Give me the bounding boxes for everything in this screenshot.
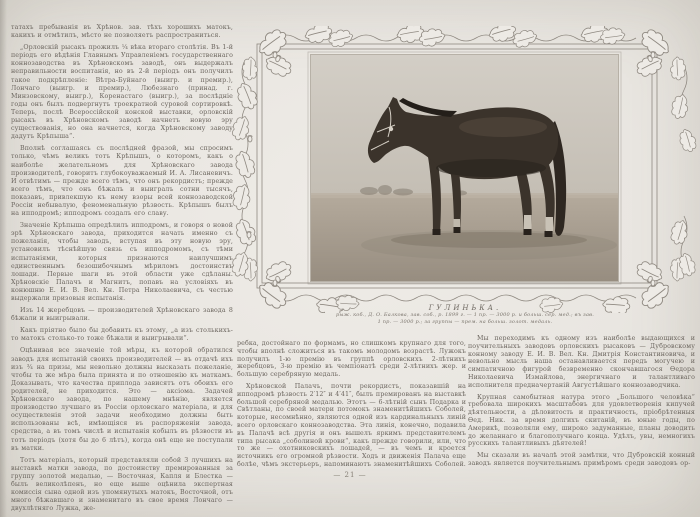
middle-text-column bbox=[237, 340, 466, 473]
horse-name-title: ГУЛИНЬКА. bbox=[428, 304, 502, 312]
paragraph: Оцѣнивая все значеніе той мѣры, къ которой обратился заводъ для испытаній своихъ производителей — въ отдачѣ ихъ изъ ¾ на призы, мы невольно должны высказать пожеланіе, чтобы та же мѣра была принята и по отношенію къ маткамъ. Доказывать, что качества приплода зависятъ отъ обоихъ его родителей, не приходится. Это — аксіома. Задачей Хрѣновскаго завода, по нашему мнѣнію, является производство лучшаго въ Россіи орловскаго матеріала, и для осуществленія этой задачи необходимо должны быть использованы всѣ, имѣющіяся въ распоряженіи завода, средства, а въ томъ числѣ и испытанія кобылъ въ рѣзвости въ тотъ періодъ (хотя бы до 6 лѣтъ), когда онѣ еще не поступали въ матки. bbox=[11, 347, 233, 452]
paragraph: Вполнѣ соглашаясь съ послѣдней фразой, мы спросимъ только, чѣмъ великъ тотъ Крѣпышъ, о которомъ, какъ о наиболѣе желательномъ для Хрѣновскаго завода производителѣ, говоритъ глубокоуважаемый И. А. Лисаневичъ. И отвѣтимъ — прежде всего тѣмъ, что онъ рекордистъ; прежде всего тѣмъ, что онъ бѣжалъ и выигралъ сотни тысячъ, показавъ, привлекшую къ нему взоры всей коннозаводской Россіи небывалую, феноменальную рѣзвость. Крѣпышъ былъ на ипподромѣ; ипподромъ создалъ его славу. bbox=[11, 145, 233, 218]
paragraph: Крупная самобытная натура этого „Большого человѣка“ требовала широкихъ масштабовъ для удовлетворенія кипучей дѣятельности, а дѣловитость и практичность, пріобрѣтенныя Ѳед. Ник. за время долгихъ скитаній, въ юные годы, по Америкѣ, позволяли ему, широко задуманные, планы доводить до желаннаго и благополучнаго конца. Удѣлъ, увы, немногихъ русскихъ талантливыхъ дѣятелей! bbox=[468, 393, 695, 448]
plate-caption bbox=[237, 304, 693, 325]
paragraph: татахъ пребыванія въ Хрѣнов. зав. тѣхъ хорошихъ матокъ, какихъ и отмѣтилъ, мѣсто не позволяетъ распространиться. bbox=[11, 24, 233, 40]
horse-photograph bbox=[311, 55, 618, 281]
paragraph: Значеніе Крѣпыша опредѣлилъ ипподромъ, и говоря о новой эрѣ Хрѣновскаго завода, приходится начать именно съ пожеланія, чтобы заводъ, вступая въ эту новую эру, установилъ тѣснѣйшую связь съ ипподромомъ, съ тѣми испытаніями, которыя признаются наилучшимъ единственнымъ безошибочнымъ мѣриломъ достоинствъ лошади. Первые шаги въ этой области уже сдѣланы. Хрѣновскіе Палачъ и Магнитъ, попавъ на условіяхъ въ конюшню Е. И. В. Вел. Кн. Петра Николаевича, съ честью выдержали призовыя испытанія. bbox=[11, 222, 233, 302]
halter-rosette bbox=[389, 127, 393, 131]
caption-line: рыж. коб., Д. О. Балкова, зав. соб., р. 1899 г. — 1 пр. — 3000 р. и больш. сер. мед.; въ зав. bbox=[335, 312, 595, 318]
paragraph: Тотъ матеріалъ, который представляли собой 3 лучшихъ на выставкѣ матки завода, по достоинству премированныя за группу золотой медалью, — Восточная, Капля и Блестка — былъ великолѣпенъ, но еще выше оцѣнила экспертная комиссія сына одной изъ упомянутыхъ матокъ, Восточной, отъ много бѣжавшаго и знаменитаго въ свое время Лончаго — двухлѣтняго Лужка, же- bbox=[11, 456, 233, 513]
paragraph: Хрѣновской Палачъ, почти рекордистъ, показавшій на ипподромѣ рѣзвость 2′12″ и 4′41″, былъ премированъ на выставкѣ большой серебряной медалью. Этотъ — 6-лѣтній сынъ Подарка и Свѣтланы, по своей матери потомокъ знаменитѣйшихъ Соболей, которые, несомнѣнно, являются одной изъ кардинальныхъ линій всего орловскаго коннозаводства. Эта линія, конечно, подавила въ Палачѣ всѣ другія и онъ вышелъ яркимъ представителемъ типа рысака „соболиной крови“, какъ прежде говорили, или, что то же — охотниковскихъ лошадей, — въ чемъ и кроется источникъ его огромной рѣзвости. Ходъ и движенія Палача еще болѣе, чѣмъ экстерьеръ, напоминаютъ знаменитѣйшихъ Соболей. bbox=[237, 382, 466, 468]
horse-plate bbox=[232, 26, 698, 313]
right-text-column bbox=[468, 335, 695, 472]
paragraph: Какъ пріятно было бы добавить къ этому, „а изъ столькихъ-то матокъ столько-то тоже бѣжали и выигрывали“. bbox=[11, 327, 233, 343]
paragraph: Изъ 14 жеребцовъ — производителей Хрѣновскаго завода 8 бѣжали и выигрывали. bbox=[11, 307, 233, 323]
page-number: — 21 — bbox=[333, 471, 367, 479]
caption-line: 1 пр. — 3000 р.; за группы — прем. на больш. золот. медаль. bbox=[377, 318, 553, 325]
paragraph: „Орловскій рысакъ прожилъ ¼ вѣка втораго столѣтія. Въ 1-й періодъ его вѣдѣнія Главнымъ Управленіемъ государственнаго коннозаводства въ Хрѣновскомъ заводѣ, онъ выдержалъ неправильности воспитанія, но въ 2-й періодъ онъ получилъ такое подкрѣпленіе: Вѣтра-Буйнаго (выигр. и премир.), Лончаго (выигр. и премир.), Любезнаго (принад. г. Минзовскому, выигр.), Коренастаго (выигр.), за послѣдніе годы онъ былъ подвергнутъ троекратной суровой сортировкѣ. Теперь, послѣ Всероссійской конской выставки, орловскій рысакъ въ Хрѣновскомъ заводѣ начнетъ новую эру существованія, но она начнется, когда Хрѣновскому заводу дадутъ Крѣпыша“. bbox=[11, 44, 233, 141]
paragraph: Мы переходимъ къ одному изъ наиболѣе выдающихся и поучительныхъ заводовъ орловскихъ рысаковъ — Дубровскому конному заводу Е. И. В. Вел. Кн. Дмитрія Константиновича, и невольно мысль наша останавливается передъ могучею и симпатичною фигурой безвременно скончавшагося Ѳедора Николаевича Измайлова, энергичнаго и талантливаго исполнителя предначертаній Августѣйшаго коннозаводчика. bbox=[468, 335, 695, 389]
left-text-column bbox=[11, 24, 233, 517]
paragraph: Мы сказали въ началѣ этой замѣтки, что Дубровскій конный заводъ является поучительнымъ примѣромъ среди заводовъ ор- bbox=[468, 452, 695, 467]
horse-photo-image bbox=[311, 55, 618, 281]
paragraph: ребка, достойнаго по формамъ, но слишкомъ крупнаго для того, чтобы вполнѣ сложиться въ такомъ молодомъ возрастѣ. Лужокъ получилъ 1-ю премію въ группѣ орловскихъ 2-лѣтнихъ жеребцовъ, 3-ю премію въ чемпіонатѣ среди 2-лѣтнихъ жер. и большую серебряную медаль. bbox=[237, 340, 466, 379]
